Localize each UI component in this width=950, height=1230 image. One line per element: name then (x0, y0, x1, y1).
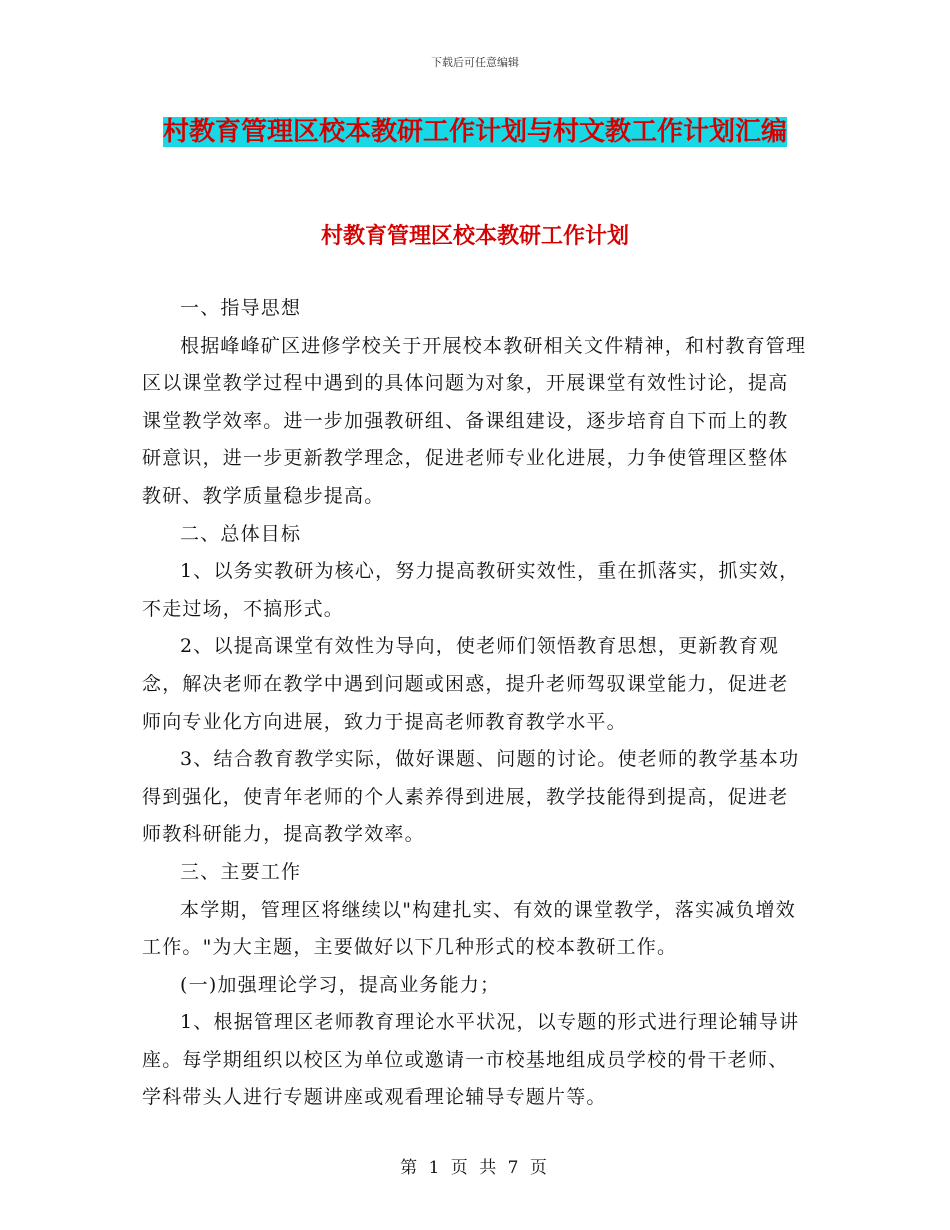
document-title-text: 村教育管理区校本教研工作计划与村文教工作计划汇编 (162, 117, 787, 147)
subheading: (一)加强理论学习，提高业务能力； (180, 973, 501, 996)
paragraph: 3、结合教育教学实际，做好课题、问题的讨论。使老师的教学基本功得到强化，使青年老师的个人素养得到进展，教学技能得到提高，促进老师教科研能力，提高教学效率。 (142, 748, 800, 846)
heading-guiding-thought: 一、指导思想 (180, 297, 302, 319)
header-note: 下载后可任意编辑 (431, 56, 519, 69)
heading-main-work: 三、主要工作 (180, 860, 302, 883)
paragraph: 1、根据管理区老师教育理论水平状况，以专题的形式进行理论辅导讲座。每学期组织以校区为单位或邀请一市校基地组成员学校的骨干老师、学科带头人进行专题讲座或观看理论辅导专题片等。 (142, 1011, 800, 1109)
page-number: 第 1 页 共 7 页 (400, 1158, 550, 1178)
paragraph: 根据峰峰矿区进修学校关于开展校本教研相关文件精神，和村教育管理区以课堂教学过程中遇到的具体问题为对象，开展课堂有效性讨论，提高课堂教学效率。进一步加强教研组、备课组建设，逐步培育自下而上的教研意识，进一步更新教学理念，促进老师专业化进展，力争使管理区整体教研、教学质量稳步提高。 (142, 334, 807, 507)
document-title (140, 108, 810, 156)
section-title: 村教育管理区校本教研工作计划 (320, 223, 629, 249)
paragraph: 本学期，管理区将继续以"构建扎实、有效的课堂教学，落实减负增效工作。"为大主题，主要做好以下几种形式的校本教研工作。 (142, 898, 796, 959)
paragraph: 2、以提高课堂有效性为导向，使老师们领悟教育思想，更新教育观念，解决老师在教学中遇到问题或困惑，提升老师驾驭课堂能力，促进老师向专业化方向进展，致力于提高老师教育教学水平。 (142, 635, 789, 733)
heading-overall-goals: 二、总体目标 (180, 522, 302, 545)
paragraph: 1、以务实教研为核心，努力提高教研实效性，重在抓落实，抓实效，不走过场，不搞形式。 (142, 560, 800, 620)
document-body (142, 290, 808, 1117)
